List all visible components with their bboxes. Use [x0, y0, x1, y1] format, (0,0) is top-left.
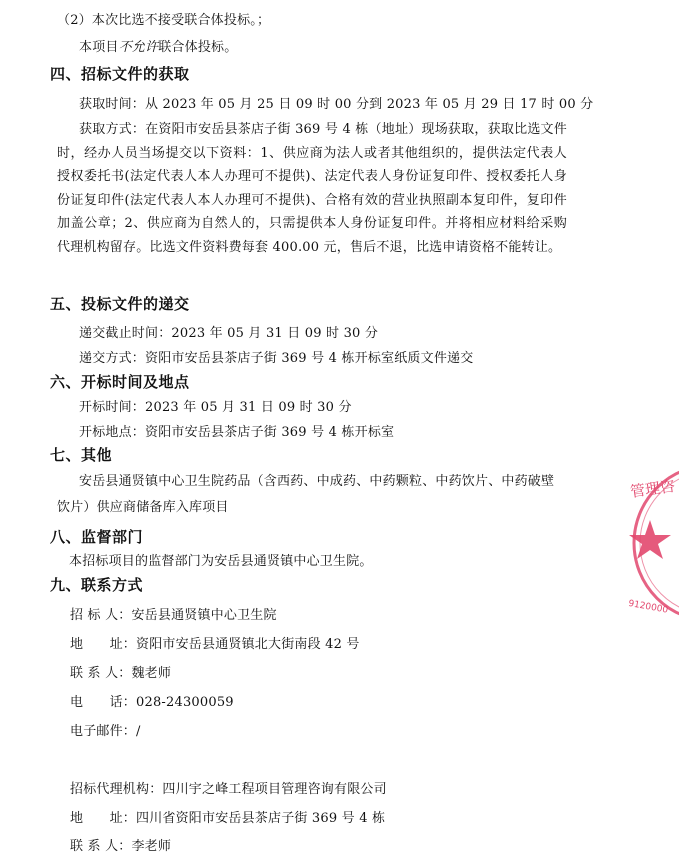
tenderer-email: 电子邮件：/: [70, 724, 141, 739]
other-text: 安岳县通贤镇中心卫生院药品（含西药、中成药、中药颗粒、中药饮片、中药破壁饮片）供应商储备库入库项目: [57, 474, 555, 515]
opening-place: 开标地点：资阳市安岳县茶店子街 369 号 4 栋开标室: [79, 425, 395, 440]
consortium-statement: [79, 41, 237, 54]
tenderer-contact: 联 系 人：魏老师: [70, 666, 172, 681]
agent-contact: 联 系 人：李老师: [70, 839, 172, 854]
agent-address: 地 址：四川省资阳市安岳县茶店子街 369 号 4 栋: [70, 811, 386, 826]
tenderer: 招 标 人：安岳县通贤镇中心卫生院: [70, 608, 277, 623]
section-8-heading: 八、监督部门: [50, 528, 144, 546]
seal-graphic: [622, 458, 679, 628]
seal-code: 9120000: [627, 598, 669, 616]
submit-method: 递交方式：资阳市安岳县茶店子街 369 号 4 栋开标室纸质文件递交: [79, 351, 474, 366]
tenderer-address: 地 址：资阳市安岳县通贤镇北大街南段 42 号: [70, 637, 360, 652]
seal-text: 管理咨: [629, 476, 677, 501]
section-6-heading: 六、开标时间及地点: [50, 373, 190, 391]
submit-deadline: 递交截止时间：2023 年 05 月 31 日 09 时 30 分: [79, 326, 379, 341]
section-5-heading: 五、投标文件的递交: [50, 295, 190, 313]
section-7-heading: 七、其他: [50, 446, 113, 464]
consortium-emphasis: 不允许: [118, 40, 159, 55]
agent: 招标代理机构：四川宇之峰工程项目管理咨询有限公司: [70, 782, 387, 797]
item-2-no-consortium: （2）本次比选不接受联合体投标。；: [57, 13, 271, 28]
section-4-heading: 四、招标文件的获取: [50, 65, 190, 83]
opening-time: 开标时间：2023 年 05 月 31 日 09 时 30 分: [79, 400, 352, 415]
tenderer-phone: 电 话：028-24300059: [70, 695, 234, 710]
consortium-post: 联合体投标。: [158, 40, 238, 55]
supervision-text: 本招标项目的监督部门为安岳县通贤镇中心卫生院。: [69, 554, 373, 569]
official-seal-stamp: [622, 458, 679, 628]
acquire-time: 获取时间：从 2023 年 05 月 25 日 09 时 00 分到 2023 年 05 月 29 日 17 时 00 分: [79, 97, 594, 112]
consortium-pre: 本项目: [79, 40, 119, 55]
acquire-method: 获取方式：在资阳市安岳县茶店子街 369 号 4 栋（地址）现场获取，获取比选文件时，经办人员当场提交以下资料：1、供应商为法人或者其他组织的，提供法定代表人授权委托书(法定代表人本人办理可不提供)、法定代表人身份证复印件、授权委托人身份证复印件(法定代表人本人办理可不提供)、合格有效的营业执照副本复印件，复印件加盖公章；2、供应商为自然人的，只需提供本人身份证复印件。并将相应材料给采购代理机构留存。比选文件资料费每套 400.00 元，售后不退，比选申请资格不能转让。: [57, 122, 567, 255]
section-9-heading: 九、联系方式: [50, 576, 144, 594]
